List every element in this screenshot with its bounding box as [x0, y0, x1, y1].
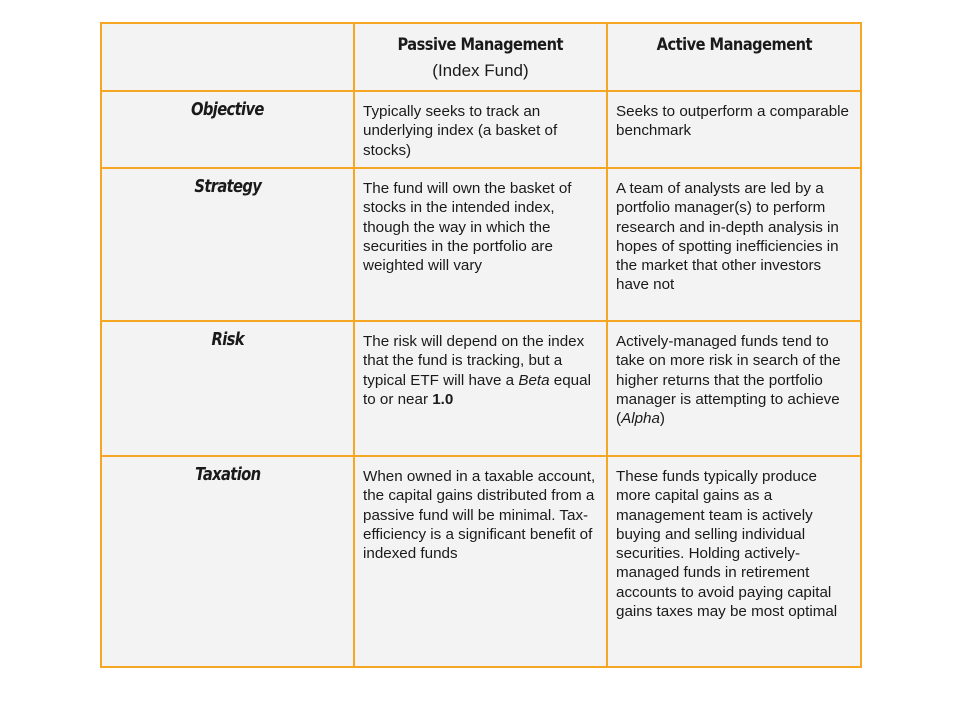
risk-passive-part-b: equal to or near: [363, 371, 591, 408]
row-label-cell: [101, 321, 354, 456]
strategy-passive-text: The fund will own the basket of stocks in the intended index, though the way in which the securities in the portfolio are weighted will vary: [363, 180, 572, 275]
risk-active-part-b: ): [659, 410, 665, 428]
passive-header-title: Passive Management: [397, 35, 564, 55]
table-row: [101, 91, 861, 168]
table-row: [101, 168, 861, 321]
alpha-term: Alpha: [621, 410, 660, 428]
taxation-passive-text: When owned in a taxable account, the capital gains distributed from a passive fund will be minimal. Tax-efficiency is a significant benefit of indexed funds: [363, 468, 596, 563]
risk-passive-part-a: The risk will depend on the index that the fund is tracking, but a typical ETF will have a: [363, 333, 585, 389]
passive-header-cell: [354, 23, 607, 91]
objective-passive-text: Typically seeks to track an underlying index (a basket of stocks): [363, 103, 558, 159]
risk-active-part-a: Actively-managed funds tend to take on more risk in search of the higher returns that the portfolio manager is attempting to achieve (: [616, 333, 841, 428]
table-row: [101, 456, 861, 667]
taxation-active-text: These funds typically produce more capital gains as a management team is actively buying and selling individual securities. Holding actively-managed funds in retirement accounts to avoid paying capital gains taxes may be most optimal: [616, 468, 838, 621]
row-label-strategy: Strategy: [194, 176, 261, 197]
active-header-cell: [607, 23, 861, 91]
objective-active-text: Seeks to outperform a comparable benchmark: [616, 103, 849, 140]
row-label-cell: [101, 91, 354, 168]
row-label-cell: [101, 168, 354, 321]
empty-header-cell: [101, 23, 354, 91]
passive-cell: [354, 91, 607, 168]
passive-header-suffix: (Index Fund): [432, 61, 529, 80]
strategy-active-text: A team of analysts are led by a portfolio manager(s) to perform research and in-depth analysis in hopes of spotting inefficiencies in the market that other investors have not: [616, 180, 839, 294]
passive-cell: [354, 168, 607, 321]
risk-passive-text: [355, 322, 606, 409]
active-cell: [607, 456, 861, 667]
comparison-table: [100, 22, 862, 668]
beta-term: Beta: [518, 371, 550, 389]
active-cell: [607, 168, 861, 321]
risk-active-text: [608, 322, 860, 428]
active-header-title: Active Management: [656, 35, 812, 55]
row-label-cell: [101, 456, 354, 667]
row-label-risk: Risk: [211, 329, 244, 350]
table-row: [101, 321, 861, 456]
active-cell: [607, 91, 861, 168]
passive-cell: [354, 321, 607, 456]
header-row: [101, 23, 861, 91]
passive-cell: [354, 456, 607, 667]
beta-value: 1.0: [432, 390, 454, 408]
row-label-taxation: Taxation: [194, 464, 261, 485]
active-cell: [607, 321, 861, 456]
row-label-objective: Objective: [191, 99, 264, 120]
